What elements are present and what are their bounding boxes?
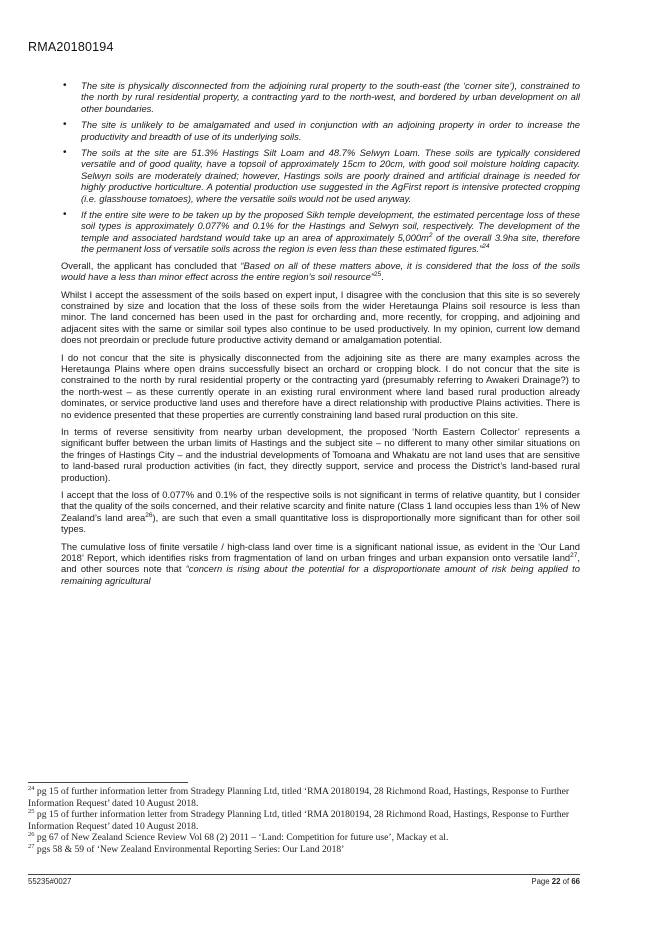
- footnote-separator: [28, 782, 188, 783]
- document-id: 55235#0027: [28, 877, 72, 886]
- paragraph: [61, 489, 580, 535]
- footnote-ref-25: 25: [374, 270, 382, 278]
- footnote-27: [28, 844, 588, 856]
- footnote-number: 25: [28, 808, 35, 815]
- page-total: 66: [571, 877, 580, 886]
- bullet-item: • The soils at the site are 51.3% Hastings Silt Loam and 48.7% Selwyn Loam. These soils are typically considered versatile and of good quality, have a topsoil of approximately 15cm to 20cm, with good soil moisture holding capacity. Selwyn soils are moderately drained; however, Hastings soils are poorly drained and artificial drainage is needed for highly productive horticulture. A potential production use suggested in the AgFirst report is intensive protected cropping (i.e. glasshouse tomatoes), where the versatile soils would not be used anyway.: [61, 147, 580, 204]
- superscript-unit: 2: [428, 231, 433, 239]
- document-reference-header: RMA20180194: [28, 40, 114, 54]
- paragraph-text: The cumulative loss of finite versatile / high-class land over time is a significant national issue, as evident in the ‘Our Land 2018’ Report, which identifies risks from fragmentation of land on urban fringes and urban expansion onto versatile land: [61, 540, 580, 564]
- footnote-number: 24: [28, 784, 35, 792]
- footnote-text: pgs 58 & 59 of ‘New Zealand Environmental Reporting Series: Our Land 2018’: [36, 843, 345, 855]
- bullet-text: of the overall 3.9ha site, therefore the permanent loss of versatile soils across the region is even less than these estimated figures.”: [81, 231, 581, 255]
- footnote-text: pg 15 of further information letter from Stradegy Planning Ltd, titled ‘RMA 20180194, 28 Richmond Road, Hastings, Response to Further Information Request’ dated 10 August 2018.: [28, 786, 570, 809]
- page-number: [531, 877, 580, 886]
- footnote-24: [28, 786, 588, 809]
- footnote-26: [28, 832, 588, 844]
- paragraph: Whilst I accept the assessment of the soils based on expert input, I disagree with the conclusion that this site is so severely constrained by size and location that the loss of these soils from the wider Heretaunga Plains soil resource is less than minor. The land concerned has been used in the past for orcharding and, more recently, for cropping, and adjoining and adjacent sites with the same or similar soil types also continue to be used productively. In my opinion, current low demand does not preordain or preclude future productive activity demand or amalgamation potential.: [61, 288, 580, 346]
- paragraph-text: Overall, the applicant has concluded that: [61, 259, 241, 271]
- paragraph: In terms of reverse sensitivity from nearby urban development, the proposed ‘North Eastern Collector’ represents a significant buffer between the urban limits of Hastings and the subject site – no different to many other similar situations on the fringes of Hastings City – and the industrial developments of Tomoana and Whakatu are not land uses that are sensitive to land-based rural production activities (in fact, they directly support, service and process the District’s land-based rural production).: [61, 425, 580, 483]
- footer-separator: [28, 874, 580, 875]
- footnote-number: 26: [28, 831, 35, 839]
- paragraph: [61, 260, 580, 283]
- footnote-ref-27: 27: [570, 551, 578, 559]
- bullet-item: [61, 209, 580, 255]
- paragraph-text: I accept that the loss of 0.077% and 0.1% of the respective soils is not significant in terms of relative quantity, but I consider that the quality of the soils concerned, and their relative scarcity and finite nature (Class 1 land occupies less than 1% of New Zealand’s land area: [61, 489, 580, 523]
- paragraph-text: , and other sources note that: [61, 552, 580, 575]
- bullet-text: If the entire site were to be taken up by the proposed Sikh temple development, the estimated percentage loss of these soil types is approximately 0.077% and 0.1% for the Hastings and Selwyn soil, respectively. The development of the temple and associated hardstand would take up an area of approximately 5,000m: [81, 209, 580, 243]
- paragraph-text: ), are such that even a small quantitative loss is disproportionally more significant than for other soil types.: [61, 511, 580, 535]
- footnote-text: pg 15 of further information letter from Stradegy Planning Ltd, titled ‘RMA 20180194, 28 Richmond Road, Hastings, Response to Further Information Request’ dated 10 August 2018.: [28, 809, 570, 832]
- footnote-25: [28, 809, 588, 832]
- paragraph: [61, 541, 580, 587]
- page-of: of: [560, 877, 572, 886]
- bullet-item: • The site is physically disconnected from the adjoining rural property to the south-east (the ‘corner site’), constrained to the north by rural residential property, a contracting yard to the north-west, and bordered by urban development on all other boundaries.: [61, 80, 580, 114]
- bullet-list: [61, 80, 580, 255]
- footnote-number: 27: [28, 842, 35, 850]
- footnotes: [28, 786, 588, 856]
- bullet-item: • The site is unlikely to be amalgamated and used in conjunction with an adjoining property in order to increase the productivity and breadth of use of its underlying soils.: [61, 119, 580, 142]
- page-prefix: Page: [531, 877, 552, 886]
- paragraph-text: .: [381, 271, 384, 283]
- page-current: 22: [551, 877, 561, 886]
- footnote-ref-26: 26: [145, 511, 153, 519]
- body-content: [61, 80, 580, 592]
- paragraph: I do not concur that the site is physically disconnected from the adjoining site as there are many examples across the Heretaunga Plains where open drains successfully bisect an orchard or cropping block. I do not concur that the site is constrained to the north by rural residential property or the contracting yard (presumably referring to Awakeri Drainage?) to the north-west – as these currently operate in an existing rural environment where land based rural production already dominates, or service productive land uses and therefore have a direct relationship with productive Plains activities. There is no evidence presented that these properties are currently constraining land based rural production on this site.: [61, 351, 580, 420]
- quoted-conclusion: “Based on all of these matters above, it is considered that the loss of the soils would have a less than minor effect across the entire region’s soil resource”: [61, 259, 581, 283]
- footnote-ref-24: 24: [482, 243, 490, 251]
- quoted-concern: “concern is rising about the potential for a disproportionate amount of risk being applied to remaining agricultural: [61, 563, 580, 586]
- footnote-text: pg 67 of New Zealand Science Review Vol 68 (2) 2011 – ‘Land: Competition for future use’, Mackay et al.: [36, 832, 449, 844]
